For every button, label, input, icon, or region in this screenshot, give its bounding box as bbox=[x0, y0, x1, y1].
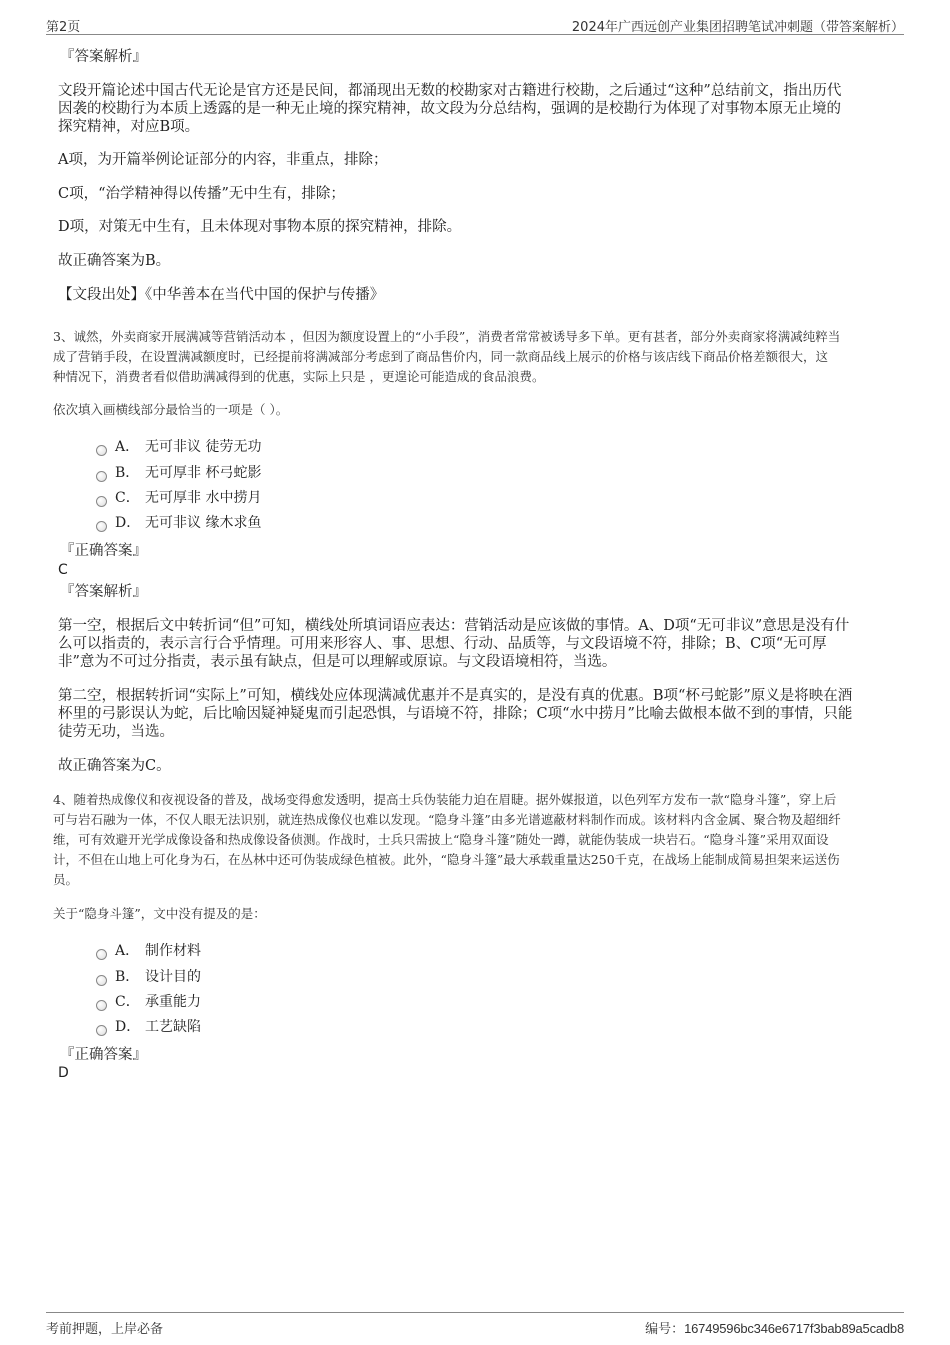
q4-stem-line-5: 员。 bbox=[53, 872, 79, 887]
q4-answer: D bbox=[58, 1065, 69, 1081]
q4-stem-line-4: 计，不但在山地上可化身为石，在丛林中还可伪装成绿色植被。此外，“隐身斗篷”最大承载重量达250千克，在战场上能制成简易担架来运送伤 bbox=[53, 852, 840, 867]
option-letter: B． bbox=[115, 969, 140, 985]
q2-analysis-line-1: 文段开篇论述中国古代无论是官方还是民间，都涌现出无数的校勘家对古籍进行校勘，之后通过“这种”总结前文，指出历代 bbox=[58, 83, 842, 99]
option-letter: D． bbox=[115, 1019, 141, 1035]
q3-para1-line-3: 非”意为不可过分指责，表示虽有缺点，但是可以理解或原谅。与文段语境相符，当选。 bbox=[58, 654, 617, 670]
code-value: 16749596bc346e6717f3bab89a5cadb8 bbox=[684, 1321, 904, 1336]
q3-para1-line-1: 第一空，根据后文中转折词“但”可知，横线处所填词语应表达：营销活动是应该做的事情。A、D项“无可非议”意思是没有什 bbox=[58, 618, 850, 634]
radio-icon[interactable] bbox=[96, 975, 107, 986]
option-text: 设计目的 bbox=[145, 969, 201, 985]
q2-conclusion: 故正确答案为B。 bbox=[58, 253, 171, 269]
q3-analysis-title: 『答案解析』 bbox=[60, 584, 147, 600]
option-text: 无可厚非 杯弓蛇影 bbox=[145, 465, 262, 481]
page-number: 第2页 bbox=[46, 20, 81, 35]
q3-answer-title: 『正确答案』 bbox=[60, 543, 147, 559]
document-title: 2024年广西远创产业集团招聘笔试冲刺题（带答案解析） bbox=[571, 20, 904, 35]
option-text: 无可厚非 水中捞月 bbox=[145, 490, 262, 506]
option-text: 承重能力 bbox=[145, 994, 201, 1010]
q4-stem-line-1: 4、随着热成像仪和夜视设备的普及，战场变得愈发透明，提高士兵伪装能力迫在眉睫。据外媒报道，以色列军方发布一款“隐身斗篷”，穿上后 bbox=[53, 792, 837, 807]
q2-analysis-line-3: 探究精神，对应B项。 bbox=[58, 119, 200, 135]
q2-option-d-analysis: D项，对策无中生有，且未体现对事物本原的探究精神，排除。 bbox=[58, 219, 462, 235]
radio-icon[interactable] bbox=[96, 1000, 107, 1011]
option-text: 无可非议 徒劳无功 bbox=[145, 439, 262, 455]
option-text: 无可非议 缘木求鱼 bbox=[145, 515, 262, 531]
q3-stem-line-1: 3、诚然，外卖商家开展满减等营销活动本 ，但因为额度设置上的“小手段”，消费者常常被诱导多下单。更有甚者，部分外卖商家将满减纯粹当 bbox=[53, 329, 841, 344]
page-header bbox=[46, 12, 904, 35]
q3-option-c[interactable] bbox=[96, 488, 261, 508]
radio-icon[interactable] bbox=[96, 471, 107, 482]
radio-icon[interactable] bbox=[96, 496, 107, 507]
radio-icon[interactable] bbox=[96, 1025, 107, 1036]
option-letter: C． bbox=[115, 994, 140, 1010]
q3-stem-line-2: 成了营销手段，在设置满减额度时，已经提前将满减部分考虑到了商品售价内，同一款商品线上展示的价格与该店线下商品价格差额很大，这 bbox=[53, 349, 829, 364]
q3-conclusion: 故正确答案为C。 bbox=[58, 758, 171, 774]
q2-option-a-analysis: A项，为开篇举例论证部分的内容，非重点，排除； bbox=[58, 152, 388, 168]
q3-stem-line-3: 种情况下，消费者看似借助满减得到的优惠，实际上只是 ，更遑论可能造成的食品浪费。 bbox=[53, 369, 545, 384]
q2-analysis-title: 『答案解析』 bbox=[60, 49, 147, 65]
q3-para1-line-2: 么可以指责的，表示言行合乎情理。可用来形容人、事、思想、行动、品质等，与文段语境不符，排除；B、C项“无可厚 bbox=[58, 636, 827, 652]
option-letter: B． bbox=[115, 465, 140, 481]
radio-icon[interactable] bbox=[96, 521, 107, 532]
q2-option-c-analysis: C项，“治学精神得以传播”无中生有，排除； bbox=[58, 186, 345, 202]
code-label: 编号： bbox=[645, 1322, 685, 1337]
q2-source: 【文段出处】《中华善本在当代中国的保护与传播》 bbox=[58, 287, 385, 303]
q4-option-b[interactable] bbox=[96, 967, 201, 987]
q3-answer: C bbox=[58, 562, 68, 578]
q4-stem-line-3: 维，可有效避开光学成像设备和热成像设备侦测。作战时，士兵只需披上“隐身斗篷”随处一蹲，就能伪装成一块岩石。“隐身斗篷”采用双面设 bbox=[53, 832, 829, 847]
q3-para2-line-2: 杯里的弓影误认为蛇，后比喻因疑神疑鬼而引起恐惧，与语境不符，排除；C项“水中捞月”比喻去做根本做不到的事情，只能 bbox=[58, 706, 853, 722]
q4-option-c[interactable] bbox=[96, 992, 201, 1012]
q4-option-d[interactable] bbox=[96, 1017, 201, 1037]
option-letter: C． bbox=[115, 490, 140, 506]
option-text: 工艺缺陷 bbox=[145, 1019, 201, 1035]
q3-prompt: 依次填入画横线部分最恰当的一项是（ ）。 bbox=[53, 402, 289, 417]
q3-para2-line-1: 第二空，根据转折词“实际上”可知，横线处应体现满减优惠并不是真实的，是没有真的优惠。B项“杯弓蛇影”原义是将映在酒 bbox=[58, 688, 853, 704]
option-letter: D． bbox=[115, 515, 141, 531]
q4-prompt: 关于“隐身斗篷”，文中没有提及的是： bbox=[53, 906, 266, 921]
option-letter: A． bbox=[115, 439, 140, 455]
q4-option-a[interactable] bbox=[96, 941, 201, 961]
q3-option-b[interactable] bbox=[96, 463, 261, 483]
option-text: 制作材料 bbox=[145, 943, 201, 959]
document-code bbox=[645, 1318, 904, 1337]
radio-icon[interactable] bbox=[96, 445, 107, 456]
q4-stem-line-2: 可与岩石融为一体，不仅人眼无法识别，就连热成像仪也难以发现。“隐身斗篷”由多光谱遮蔽材料制作而成。该材料内含金属、聚合物及超细纤 bbox=[53, 812, 841, 827]
q3-option-d[interactable] bbox=[96, 513, 261, 533]
footer-slogan: 考前押题，上岸必备 bbox=[46, 1322, 164, 1337]
q4-answer-title: 『正确答案』 bbox=[60, 1047, 147, 1063]
q3-para2-line-3: 徒劳无功，当选。 bbox=[58, 724, 174, 740]
q3-option-a[interactable] bbox=[96, 437, 261, 457]
radio-icon[interactable] bbox=[96, 949, 107, 960]
option-letter: A． bbox=[115, 943, 140, 959]
q2-analysis-line-2: 因袭的校勘行为本质上透露的是一种无止境的探究精神，故文段为分总结构，强调的是校勘行为体现了对事物本原无止境的 bbox=[58, 101, 841, 117]
page-footer bbox=[46, 1312, 904, 1339]
